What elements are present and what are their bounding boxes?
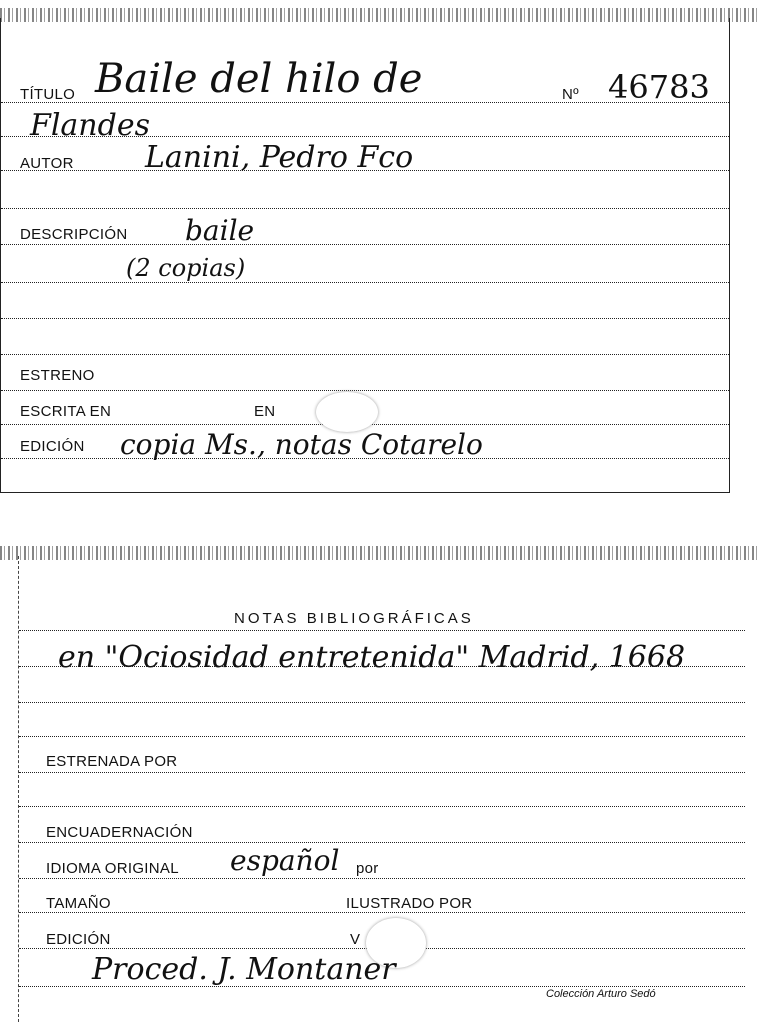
rule-line xyxy=(1,354,729,355)
rule-line xyxy=(19,736,745,737)
numero-label: Nº xyxy=(562,86,579,103)
rule-line xyxy=(1,282,729,283)
descripcion-value: baile xyxy=(185,214,255,247)
notas-value: en "Ociosidad entretenida" Madrid, 1668 xyxy=(58,640,686,675)
ilustrado-por-label: ILUSTRADO POR xyxy=(346,895,473,912)
rule-line xyxy=(19,912,745,913)
rule-line xyxy=(19,878,745,879)
rule-line xyxy=(19,630,745,631)
edicion-value: copia Ms., notas Cotarelo xyxy=(120,428,483,461)
numero-value: 46783 xyxy=(608,68,710,106)
titulo-value-continued: Flandes xyxy=(30,108,150,143)
autor-value: Lanini, Pedro Fco xyxy=(145,140,414,175)
rule-line xyxy=(19,772,745,773)
edicion-label: EDICIÓN xyxy=(20,438,85,455)
idioma-original-label: IDIOMA ORIGINAL xyxy=(46,860,179,877)
v-label: V xyxy=(350,931,361,948)
rule-line xyxy=(19,806,745,807)
collection-stamp: Colección Arturo Sedó xyxy=(546,988,656,1000)
rule-line xyxy=(19,842,745,843)
tamano-label: TAMAÑO xyxy=(46,895,111,912)
paper-blemish xyxy=(316,392,378,432)
rule-line xyxy=(1,390,729,391)
rule-line xyxy=(19,702,745,703)
edicion-label-bottom: EDICIÓN xyxy=(46,931,111,948)
estrenada-por-label: ESTRENADA POR xyxy=(46,753,178,770)
notas-bibliograficas-heading: NOTAS BIBLIOGRÁFICAS xyxy=(234,610,474,627)
en-label: EN xyxy=(254,403,276,420)
descripcion-label: DESCRIPCIÓN xyxy=(20,226,128,243)
descripcion-value-continued: (2 copias) xyxy=(126,254,246,282)
rule-line xyxy=(1,208,729,209)
idioma-original-value: español xyxy=(230,844,340,877)
escrita-en-label: ESCRITA EN xyxy=(20,403,112,420)
titulo-value: Baile del hilo de xyxy=(95,56,423,102)
encuadernacion-label: ENCUADERNACIÓN xyxy=(46,824,193,841)
edicion-value-bottom: Proced. J. Montaner xyxy=(92,952,396,987)
rule-line xyxy=(1,244,729,245)
autor-label: AUTOR xyxy=(20,155,74,172)
estreno-label: ESTRENO xyxy=(20,367,95,384)
rule-line xyxy=(1,318,729,319)
titulo-label: TÍTULO xyxy=(20,86,76,103)
por-label: por xyxy=(356,860,379,877)
